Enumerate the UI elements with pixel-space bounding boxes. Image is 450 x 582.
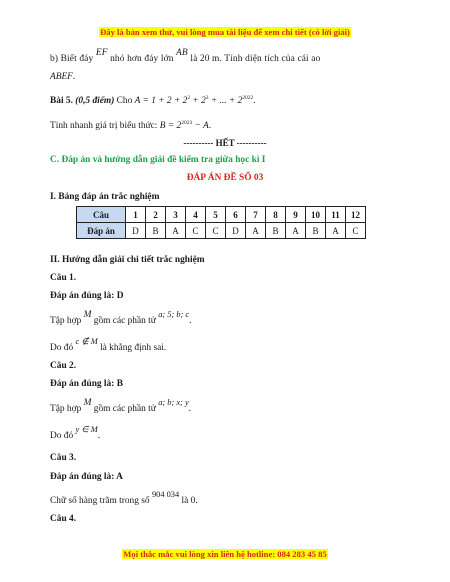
q2-answer: Đáp án đúng là: B (50, 379, 123, 389)
table-row-numbers (77, 207, 366, 223)
q2-line2 (50, 425, 101, 441)
q1-title: Câu 1. (50, 273, 77, 283)
q2-line2-a: Do đó (50, 431, 74, 441)
table-cell-number: 8 (266, 207, 286, 223)
q2-title: Câu 2. (50, 361, 77, 371)
table-cell-number: 12 (346, 207, 366, 223)
exp-2023: 2023 (181, 120, 193, 126)
math-m: M (83, 398, 92, 408)
math-in: y ∈ M (75, 425, 98, 434)
q3-line1-b: là 0. (181, 496, 198, 506)
table-cell-number: 1 (126, 207, 146, 223)
q2-line1 (50, 398, 192, 414)
math-set-elements: a; b; x; y (158, 398, 189, 407)
table-header-dap-an: Đáp án (77, 223, 126, 239)
table-cell-number: 11 (326, 207, 346, 223)
q1-line2 (50, 337, 167, 353)
table-cell-answer: D (226, 223, 246, 239)
tinh-text: Tính nhanh giá trị biểu thức: (50, 121, 158, 131)
part-b-prefix: b) Biết đáy (50, 54, 94, 64)
q1-line1-end: . (189, 316, 192, 326)
exp-2: 2 (187, 95, 191, 101)
expr-plus: + 2 (190, 96, 206, 106)
table-cell-answer: A (246, 223, 266, 239)
table-cell-number: 5 (206, 207, 226, 223)
q4-title: Câu 4. (50, 514, 77, 524)
bai5-cho: Cho (116, 96, 133, 106)
table-cell-answer: A (166, 223, 186, 239)
section-1-heading: I. Bảng đáp án trắc nghiệm (50, 192, 160, 202)
tinh-end: . (208, 121, 212, 131)
part-b-mid1: nhỏ hơn đáy lớn (110, 54, 174, 64)
q2-line1-end: . (188, 404, 192, 414)
q3-line1 (50, 490, 198, 506)
table-cell-answer: B (146, 223, 166, 239)
exp-3: 3 (205, 95, 209, 101)
q1-line2-a: Do đó (50, 343, 74, 353)
bai5-points: (0,5 điểm) (75, 96, 115, 106)
hotline-text: Mọi thắc mắc vui lòng xin liên hệ hotline: 084 283 45 85 (123, 549, 327, 559)
table-header-cau: Câu (77, 207, 126, 223)
expr-dots: + ... + 2 (208, 96, 243, 106)
math-abef: ABEF (50, 72, 73, 82)
table-cell-number: 9 (286, 207, 306, 223)
table-cell-answer: C (346, 223, 366, 239)
q2-line2-end: . (97, 431, 101, 441)
table-cell-number: 6 (226, 207, 246, 223)
table-cell-number: 4 (186, 207, 206, 223)
q1-line2-b: là khẳng định sai. (100, 343, 167, 353)
bai5-end: . (253, 96, 256, 106)
dap-an-title: ĐÁP ÁN ĐỀ SỐ 03 (186, 173, 264, 183)
q2-line1-a: Tập hợp (50, 404, 82, 414)
het-divider: ---------- HẾT ---------- (183, 138, 267, 148)
q2-line1-b: gồm các phần tử (93, 404, 156, 414)
math-set-elements: a; 5; b; c (158, 310, 190, 319)
answer-table (76, 206, 366, 239)
part-b-end: . (72, 72, 76, 82)
bai5-label: Bài 5. (50, 96, 73, 106)
hotline-banner (0, 549, 450, 559)
q3-title: Câu 3. (50, 453, 77, 463)
table-cell-number: 10 (306, 207, 326, 223)
table-cell-answer: A (326, 223, 346, 239)
expr-b: B = 2 (159, 121, 182, 131)
table-cell-number: 3 (166, 207, 186, 223)
math-ef: EF (95, 48, 108, 58)
bai5-line (50, 95, 256, 106)
math-number: 904 034 (151, 490, 180, 499)
tinh-expression (159, 120, 212, 131)
table-cell-answer: C (186, 223, 206, 239)
table-cell-answer: A (286, 223, 306, 239)
part-b-line1 (50, 48, 321, 64)
math-not-in: c ∉ M (75, 337, 98, 346)
q3-answer: Đáp án đúng là: A (50, 472, 123, 482)
exp-last: 2022 (242, 95, 254, 101)
expr-tail: − A (192, 121, 209, 131)
table-cell-answer: D (126, 223, 146, 239)
table-cell-answer: B (266, 223, 286, 239)
part-b-line2 (50, 72, 75, 82)
table-cell-answer: C (206, 223, 226, 239)
part-b-mid2: là 20 m. Tính diện tích của cái ao (190, 54, 321, 64)
table-row-answers (77, 223, 366, 239)
q1-line1 (50, 310, 192, 326)
bai5-expression (135, 96, 254, 106)
table-cell-number: 7 (246, 207, 266, 223)
preview-notice-banner (0, 27, 450, 37)
math-m: M (83, 310, 92, 320)
tinh-line (50, 120, 211, 131)
q1-answer: Đáp án đúng là: D (50, 291, 124, 301)
expr-a-part: A = 1 + 2 + 2 (134, 96, 188, 106)
section-c-heading: C. Đáp án và hướng dẫn giải đề kiểm tra giữa học kì I (50, 155, 266, 165)
table-cell-answer: B (306, 223, 326, 239)
q3-line1-a: Chữ số hàng trăm trong số (50, 496, 150, 506)
math-ab: AB (176, 48, 188, 58)
table-cell-number: 2 (146, 207, 166, 223)
q1-line1-a: Tập hợp (50, 316, 82, 326)
q1-line1-b: gồm các phần tử (93, 316, 156, 326)
preview-notice-text: Đây là bản xem thử, vui lòng mua tài liệu để xem chi tiết (có lời giải) (100, 27, 350, 37)
section-2-heading: II. Hướng dẫn giải chi tiết trắc nghiệm (50, 255, 205, 265)
